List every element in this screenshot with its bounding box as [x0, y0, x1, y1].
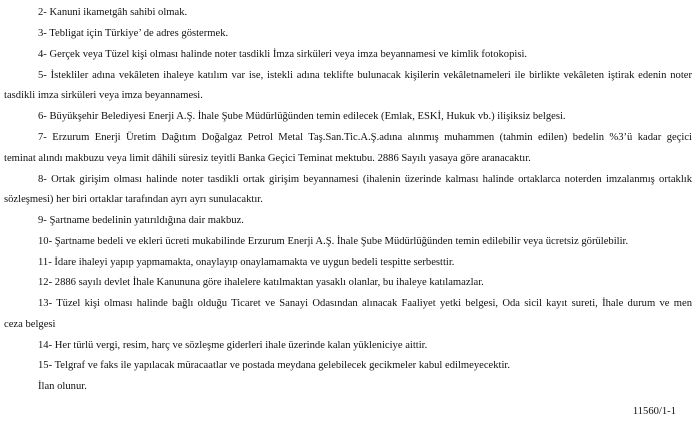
item-13-line-1: 13- Tüzel kişi olması halinde bağlı olduğu Ticaret ve Sanayi Odasından alınacak Faaliyet yetki belgesi, Oda sicil kayıt sureti, İhale durum ve men: [38, 298, 692, 309]
item-7-line-1: 7- Erzurum Enerji Üretim Dağıtım Doğalgaz Petrol Metal Taş.San.Tic.A.Ş.adına alınmış muhammen (tahmin edilen) bedelin %3’ü kadar geçici: [38, 132, 692, 143]
item-15: 15- Telgraf ve faks ile yapılacak müracaatlar ve postada meydana gelebilecek gecikmeler kabul edilmeyecektir.: [38, 360, 511, 371]
item-13-line-2: ceza belgesi: [4, 319, 56, 330]
item-2: 2- Kanuni ikametgâh sahibi olmak.: [38, 7, 188, 18]
item-5-line-2: tasdikli imza sirküleri veya imza beyannamesi.: [4, 90, 203, 101]
item-11: 11- İdare ihaleyi yapıp yapmamakta, onaylayıp onaylamamakta ve uygun bedeli tespitte serbesttir.: [38, 257, 455, 268]
item-5-line-1: 5- İstekliler adına vekâleten ihaleye katılım var ise, istekli adına teklifte bulunacak kişilerin vekâletnameleri ile birlikte vekâleten iştirak edenin noter: [38, 70, 692, 81]
item-12: 12- 2886 sayılı devlet İhale Kanununa göre ihalelere katılmaktan yasaklı olanlar, bu ihaleye katılamazlar.: [38, 277, 484, 288]
item-3: 3- Tebligat için Türkiye’ de adres göstermek.: [38, 28, 229, 39]
item-8-line-1: 8- Ortak girişim olması halinde noter tasdikli ortak girişim beyannamesi (ihalenin üzerinde kalması halinde ortaklarca noterden imzalanmış ortaklık: [38, 174, 692, 185]
item-10: 10- Şartname bedeli ve ekleri ücreti mukabilinde Erzurum Enerji A.Ş. İhale Şube Müdürlüğünden temin edilebilir veya ücretsiz görülebilir.: [38, 236, 629, 247]
closing-text: İlan olunur.: [38, 381, 87, 392]
item-6: 6- Büyükşehir Belediyesi Enerji A.Ş. İhale Şube Müdürlüğünden temin edilecek (Emlak, ESKİ, Hukuk vb.) ilişiksiz belgesi.: [38, 111, 566, 122]
item-7-line-2: teminat alındı makbuzu veya limit dâhili süresiz teyitli Banka Geçici Teminat mektubu. 2886 Sayılı yasaya göre aranacaktır.: [4, 153, 531, 164]
item-14: 14- Her türlü vergi, resim, harç ve sözleşme giderleri ihale üzerinde kalan yükleniciye aittir.: [38, 340, 428, 351]
item-9: 9- Şartname bedelinin yatırıldığına dair makbuz.: [38, 215, 244, 226]
announcement-code: 11560/1-1: [632, 406, 676, 417]
item-8-line-2: sözleşmesi) her biri ortaklar tarafından ayrı ayrı sunulacaktır.: [4, 194, 263, 205]
item-4: 4- Gerçek veya Tüzel kişi olması halinde noter tasdikli İmza sirküleri veya imza beyannamesi ve kimlik fotokopisi.: [38, 49, 528, 60]
